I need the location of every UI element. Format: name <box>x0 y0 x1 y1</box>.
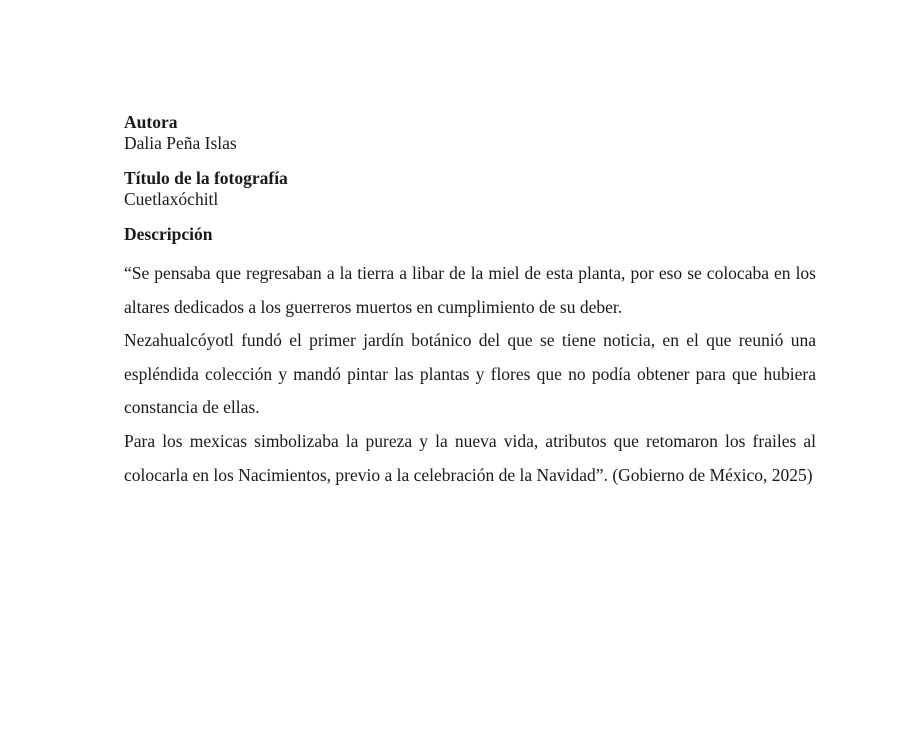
document-page <box>124 112 816 492</box>
description-paragraph: “Se pensaba que regresaban a la tierra a libar de la miel de esta planta, por eso se colocaba en los altares dedicados a los guerreros muertos en cumplimiento de su deber. <box>124 263 816 317</box>
author-label: Autora <box>124 112 178 132</box>
author-name: Dalia Peña Islas <box>124 133 237 153</box>
description-paragraph: Para los mexicas simbolizaba la pureza y la nueva vida, atributos que retomaron los frailes al colocarla en los Nacimientos, previo a la celebración de la Navidad”. (Gobierno de México, 2025) <box>124 430 816 485</box>
photo-title-section <box>124 168 816 210</box>
photo-title-label: Título de la fotografía <box>124 168 288 188</box>
description-label: Descripción <box>124 224 213 244</box>
description-body <box>124 257 816 492</box>
author-section <box>124 112 816 154</box>
description-paragraph: Nezahualcóyotl fundó el primer jardín botánico del que se tiene noticia, en el que reunió una espléndida colección y mandó pintar las plantas y flores que no podía obtener para que hubiera constancia de ellas. <box>124 330 816 418</box>
description-heading-section <box>124 224 816 245</box>
photo-title-value: Cuetlaxóchitl <box>124 189 219 209</box>
